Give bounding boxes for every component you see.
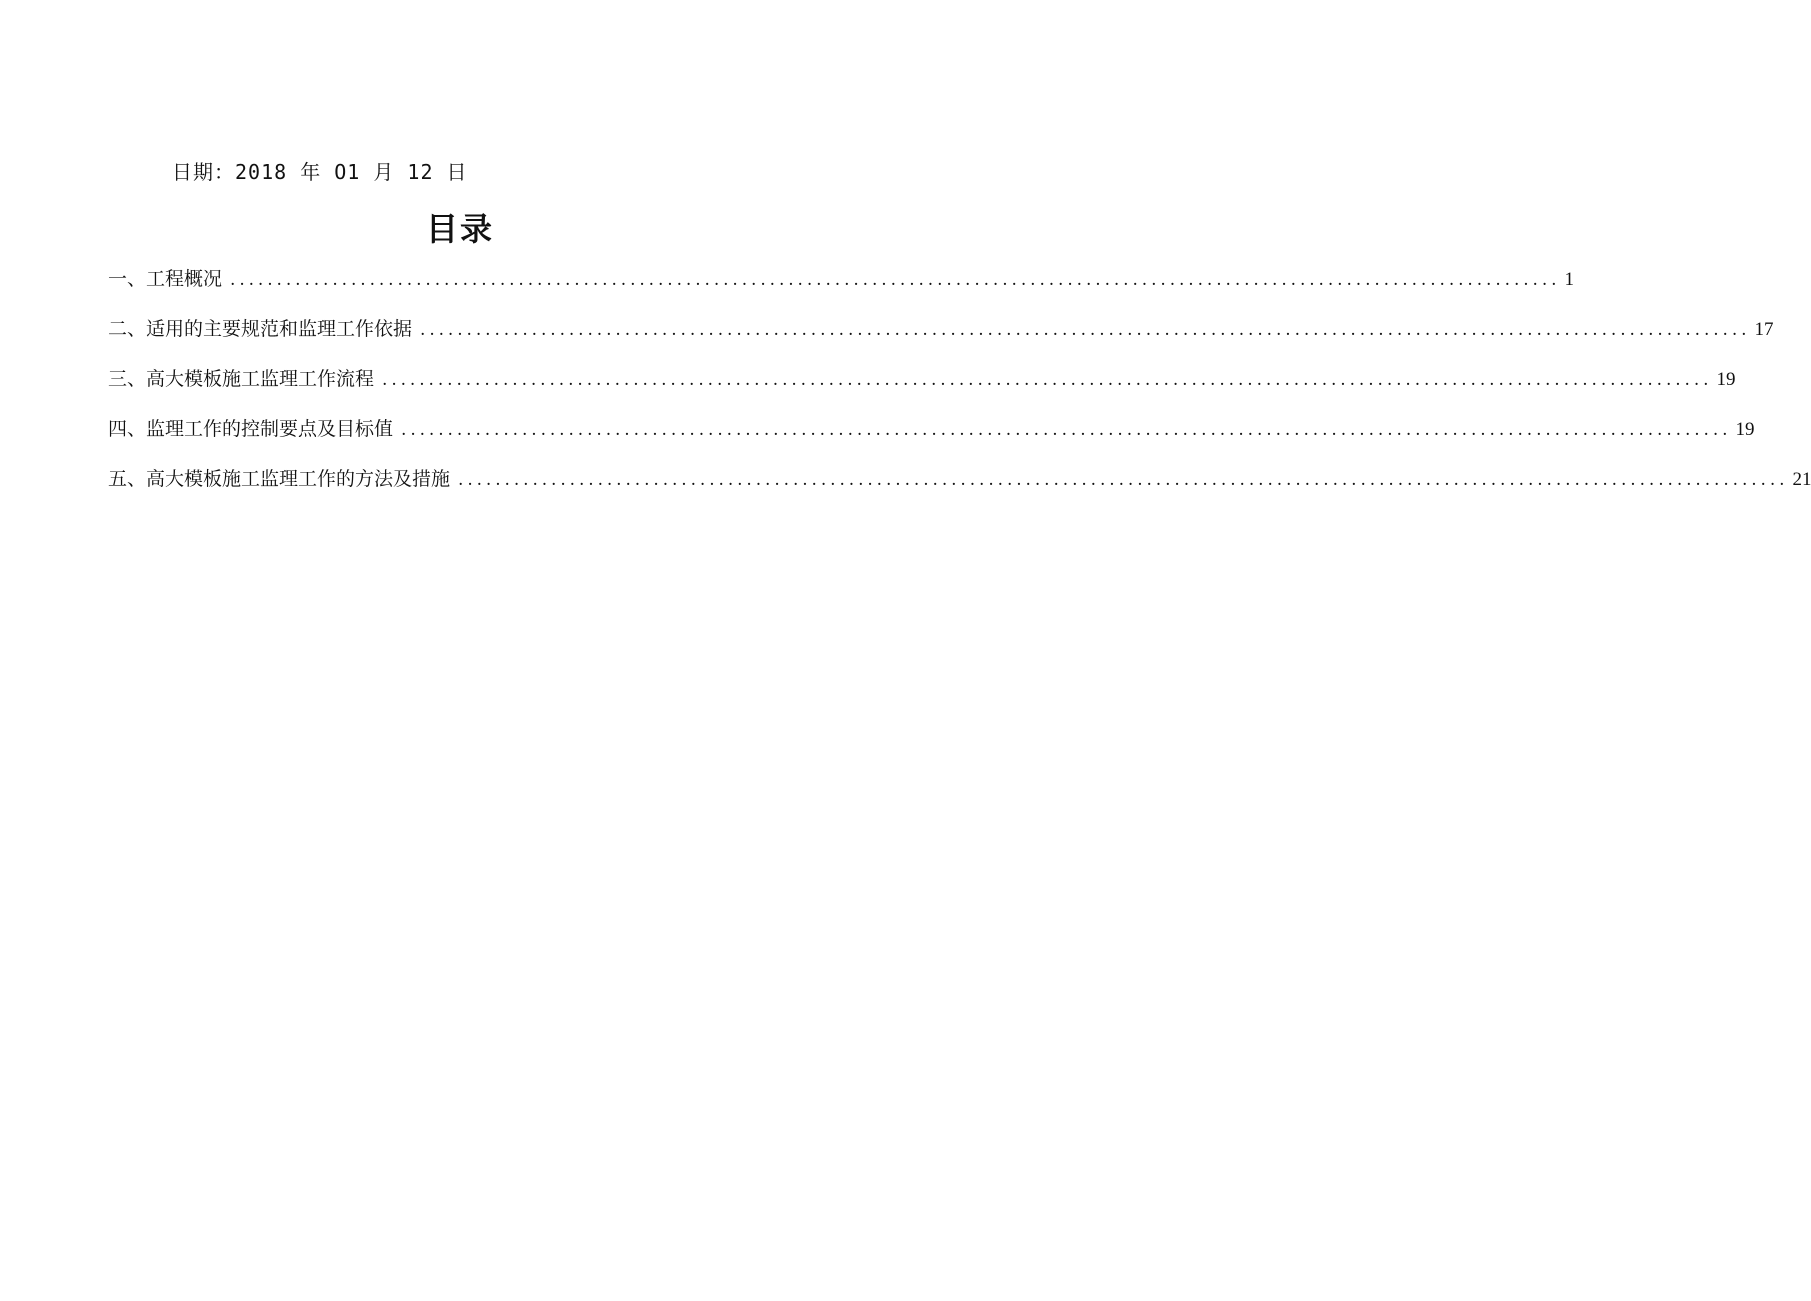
toc-leader-dots: ............................................................................................................................................... [458, 470, 1789, 490]
toc-leader-dots: ............................................................................................................................................... [420, 320, 1751, 340]
toc-entry-label: 一、工程概况 [108, 268, 223, 290]
toc-entry-label: 四、监理工作的控制要点及目标值 [108, 418, 394, 440]
toc-page-number: 21 [1792, 469, 1811, 490]
toc-entry-label: 二、适用的主要规范和监理工作依据 [108, 318, 413, 340]
toc-page-number: 17 [1754, 319, 1774, 340]
toc-page-number: 1 [1564, 269, 1574, 290]
toc-entry[interactable] [108, 314, 1774, 364]
toc-leader-dots: ............................................................................................................................................... [230, 270, 1561, 290]
toc-entry-label: 五、高大模板施工监理工作的方法及措施 [108, 468, 451, 490]
toc-entry[interactable] [108, 464, 1811, 514]
toc-entry[interactable] [108, 264, 1574, 314]
toc-title: 目录 [425, 210, 494, 248]
table-of-contents [108, 264, 1811, 514]
toc-leader-dots: ............................................................................................................................................... [401, 420, 1732, 440]
toc-entry-label: 三、高大模板施工监理工作流程 [108, 368, 375, 390]
toc-page-number: 19 [1716, 369, 1736, 390]
toc-entry[interactable] [108, 364, 1736, 414]
toc-entry[interactable] [108, 414, 1755, 464]
toc-page-number: 19 [1735, 419, 1755, 440]
toc-leader-dots: ............................................................................................................................................... [382, 370, 1713, 390]
document-date: 日期：2018 年 O1 月 12 日 [172, 160, 468, 184]
